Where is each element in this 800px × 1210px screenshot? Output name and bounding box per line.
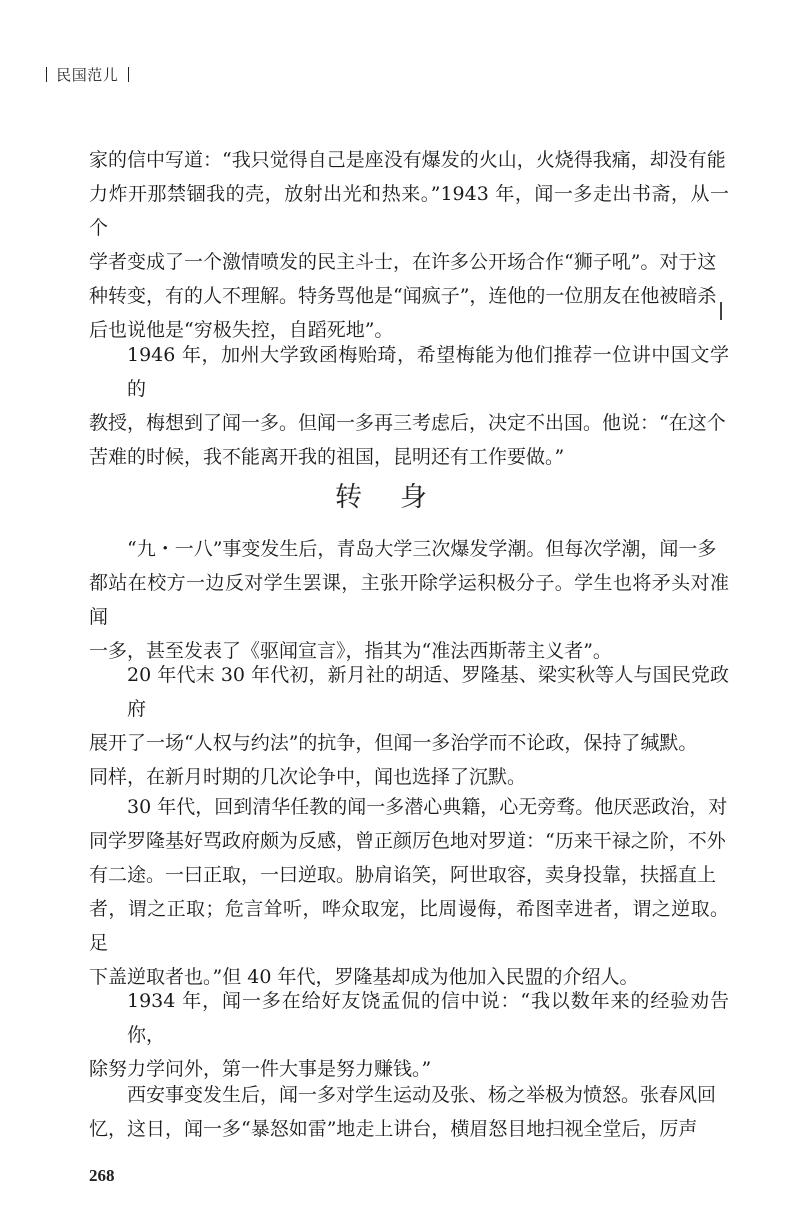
text-line: 30 年代，回到清华任教的闻一多潜心典籍，心无旁骛。他厌恶政治，对	[127, 796, 728, 818]
text-line: 后也说他是“穷极失控，自蹈死地”。	[89, 319, 394, 341]
text-line: 教授，梅想到了闻一多。但闻一多再三考虑后，决定不出国。他说：“在这个	[89, 412, 726, 434]
text-line: 西安事变发生后，闻一多对学生运动及张、杨之举极为愤怒。张春风回	[127, 1084, 717, 1106]
text-line: 者，谓之正取；危言耸听，哗众取宠，比周谩侮，希图幸进者，谓之逆取。足	[89, 898, 729, 954]
paragraph-top-2	[89, 338, 729, 474]
running-title: 民国范儿	[56, 66, 119, 84]
text-line: 同样，在新月时期的几次论争中，闻也选择了沉默。	[89, 766, 527, 788]
text-line: 同学罗隆基好骂政府颇为反感，曾正颜厉色地对罗道：“历来干禄之阶，不外	[89, 830, 726, 852]
text-line: 下盖逆取者也。”但 40 年代，罗隆基却成为他加入民盟的介绍人。	[89, 966, 639, 988]
text-line: 一多，甚至发表了《驱闻宣言》，指其为“准法西斯蒂主义者”。	[89, 640, 612, 662]
paragraph-bottom-3	[89, 790, 729, 994]
paragraph-bottom-2	[89, 658, 729, 794]
running-header	[42, 64, 133, 85]
text-line: 苦难的时候，我不能离开我的祖国，昆明还有工作要做。”	[89, 446, 565, 468]
paragraph-bottom-4	[89, 984, 729, 1086]
text-line: 力炸开那禁锢我的壳，放射出光和热来。”1943 年，闻一多走出书斋，从一个	[89, 183, 729, 239]
section-title: 转身	[335, 482, 465, 513]
text-line: “九・一八”事变发生后，青岛大学三次爆发学潮。但每次学潮，闻一多	[127, 538, 717, 560]
text-line: 20 年代末 30 年代初，新月社的胡适、罗隆基、梁实秋等人与国民党政府	[127, 664, 729, 720]
text-line: 种转变，有的人不理解。特务骂他是“闻疯子”，连他的一位朋友在他被暗杀	[89, 285, 717, 307]
header-divider-left	[46, 67, 47, 82]
text-line: 1946 年，加州大学致函梅贻琦，希望梅能为他们推荐一位讲中国文学的	[127, 344, 729, 400]
text-line: 家的信中写道：“我只觉得自己是座没有爆发的火山，火烧得我痛，却没有能	[89, 149, 726, 171]
page-number: 268	[89, 1166, 115, 1185]
header-divider-right	[128, 67, 129, 82]
text-line: 学者变成了一个激情喷发的民主斗士，在许多公开场合作“狮子吼”。对于这	[89, 251, 717, 273]
text-line: 都站在校方一边反对学生罢课，主张开除学运积极分子。学生也将矛头对准闻	[89, 572, 729, 628]
text-line: 展开了一场“人权与约法”的抗争，但闻一多治学而不论政，保持了缄默。	[89, 732, 698, 754]
text-line: 有二途。一曰正取，一曰逆取。胁肩谄笑，阿世取容，卖身投靠，扶摇直上	[89, 864, 717, 886]
paragraph-top-1	[89, 143, 729, 347]
text-line: 除努力学问外，第一件大事是努力赚钱。”	[89, 1058, 432, 1080]
paragraph-bottom-5	[89, 1078, 729, 1146]
paragraph-bottom-1	[89, 532, 729, 668]
text-line: 1934 年，闻一多在给好友饶孟侃的信中说：“我以数年来的经验劝告你，	[127, 990, 729, 1046]
text-line: 忆，这日，闻一多“暴怒如雷”地走上讲台，横眉怒目地扫视全堂后，厉声	[89, 1118, 698, 1140]
